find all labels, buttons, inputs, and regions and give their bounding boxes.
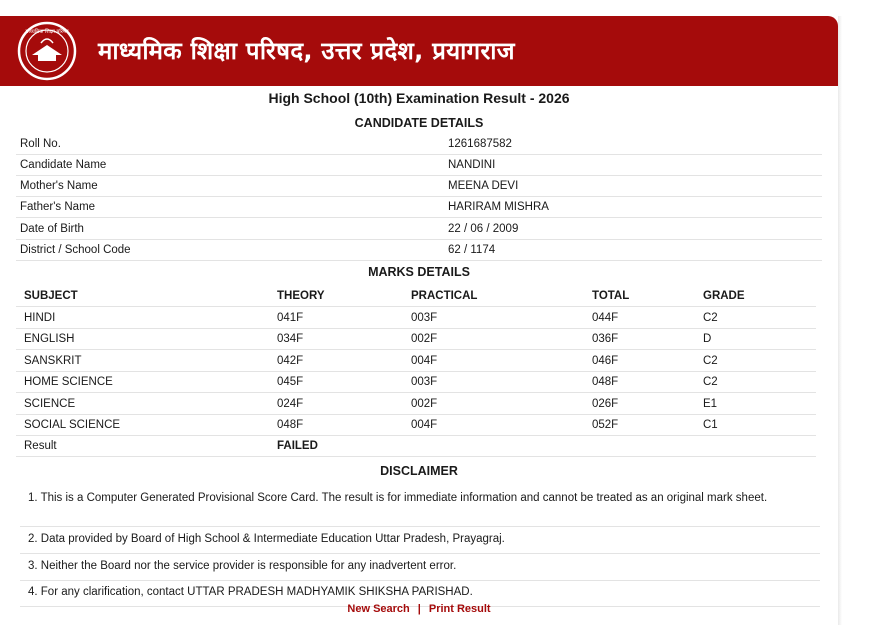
board-emblem-icon — [8, 21, 86, 81]
total-cell: 026F — [592, 398, 619, 410]
footer-separator: | — [417, 603, 421, 615]
theory-cell: 048F — [277, 419, 304, 431]
subject-cell: HINDI — [24, 312, 56, 324]
practical-cell: 004F — [411, 419, 438, 431]
subject-cell: HOME SCIENCE — [24, 376, 113, 388]
grade-cell: C2 — [703, 312, 718, 324]
dob-value: 22 / 06 / 2009 — [448, 223, 519, 235]
father-label: Father's Name — [20, 201, 96, 213]
subject-cell: SCIENCE — [24, 398, 76, 410]
subject-cell: SANSKRIT — [24, 355, 82, 367]
grade-cell: E1 — [703, 398, 718, 410]
disclaimer-item: 2. Data provided by Board of High School & Intermediate Education Uttar Pradesh, Prayagraj. — [20, 532, 820, 554]
total-cell: 048F — [592, 376, 619, 388]
table-row — [16, 351, 816, 372]
roll-label: Roll No. — [20, 138, 61, 150]
disclaimer-title: DISCLAIMER — [380, 464, 458, 478]
theory-cell: 042F — [277, 355, 304, 367]
emblem-text: माध्यमिक शिक्षा परिषद — [25, 29, 69, 35]
candidate-row-district — [16, 240, 822, 261]
total-header: TOTAL — [592, 290, 630, 302]
grade-header: GRADE — [703, 290, 745, 302]
mother-value: MEENA DEVI — [448, 180, 519, 192]
table-row — [16, 394, 816, 415]
subject-header: SUBJECT — [24, 290, 78, 302]
subject-cell: ENGLISH — [24, 333, 75, 345]
mother-label: Mother's Name — [20, 180, 98, 192]
total-cell: 044F — [592, 312, 619, 324]
practical-cell: 002F — [411, 398, 438, 410]
board-name: माध्यमिक शिक्षा परिषद, उत्तर प्रदेश, प्रयागराज — [98, 37, 515, 65]
practical-cell: 003F — [411, 376, 438, 388]
district-value: 62 / 1174 — [448, 244, 496, 256]
theory-header: THEORY — [277, 290, 325, 302]
disclaimer-item: 4. For any clarification, contact UTTAR PRADESH MADHYAMIK SHIKSHA PARISHAD. — [20, 585, 820, 607]
dob-label: Date of Birth — [20, 223, 84, 235]
grade-cell: C1 — [703, 419, 718, 431]
result-value: FAILED — [277, 440, 318, 452]
print-result-link[interactable]: Print Result — [428, 603, 491, 615]
marks-header-row — [16, 286, 816, 307]
practical-cell: 004F — [411, 355, 438, 367]
result-card — [0, 16, 838, 636]
name-value: NANDINI — [448, 159, 496, 171]
candidate-row-name — [16, 155, 822, 176]
grade-cell: C2 — [703, 355, 718, 367]
theory-cell: 034F — [277, 333, 304, 345]
total-cell: 052F — [592, 419, 619, 431]
grade-cell: C2 — [703, 376, 718, 388]
practical-cell: 002F — [411, 333, 438, 345]
theory-cell: 041F — [277, 312, 304, 324]
candidate-details-title: CANDIDATE DETAILS — [354, 116, 484, 130]
candidate-row-roll — [16, 134, 822, 155]
header-banner — [0, 16, 838, 86]
new-search-link[interactable]: New Search — [347, 603, 410, 615]
exam-title: High School (10th) Examination Result - 2026 — [268, 90, 570, 106]
table-row — [16, 372, 816, 393]
total-cell: 036F — [592, 333, 619, 345]
disclaimer-item: 3. Neither the Board nor the service provider is responsible for any inadvertent error. — [20, 559, 820, 581]
roll-value: 1261687582 — [448, 138, 512, 150]
practical-header: PRACTICAL — [411, 290, 478, 302]
table-row — [16, 415, 816, 436]
father-value: HARIRAM MISHRA — [448, 201, 549, 213]
practical-cell: 003F — [411, 312, 438, 324]
candidate-row-father — [16, 197, 822, 218]
subject-cell: SOCIAL SCIENCE — [24, 419, 121, 431]
name-label: Candidate Name — [20, 159, 107, 171]
candidate-row-dob — [16, 219, 822, 240]
result-row — [16, 436, 816, 457]
theory-cell: 024F — [277, 398, 304, 410]
marks-details-title: MARKS DETAILS — [368, 265, 470, 279]
disclaimer-item: 1. This is a Computer Generated Provisional Score Card. The result is for immediate information and cannot be treated as an original mark sheet. — [20, 491, 820, 527]
theory-cell: 045F — [277, 376, 304, 388]
candidate-row-mother — [16, 176, 822, 197]
table-row — [16, 329, 816, 350]
district-label: District / School Code — [20, 244, 131, 256]
result-label: Result — [24, 440, 57, 452]
grade-cell: D — [703, 333, 712, 345]
total-cell: 046F — [592, 355, 619, 367]
card-edge-shadow — [838, 16, 842, 625]
table-row — [16, 308, 816, 329]
footer-links — [0, 603, 838, 615]
